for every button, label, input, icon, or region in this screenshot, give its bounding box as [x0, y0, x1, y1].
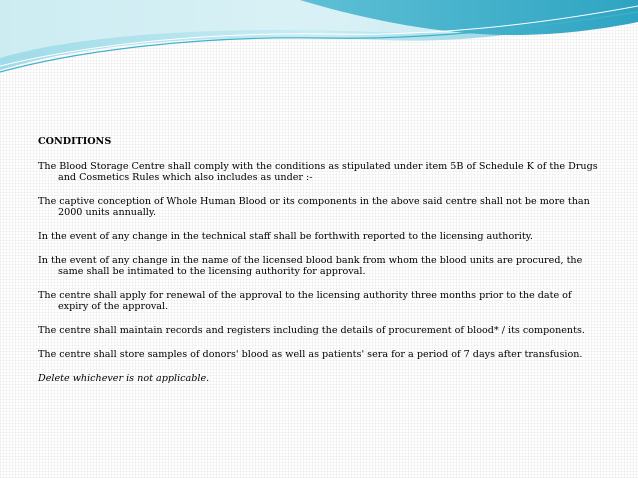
condition-paragraph-5: The centre shall apply for renewal of the approval to the licensing authority three months prior to the date of expiry of the approval. — [38, 290, 572, 312]
applicability-note: Delete whichever is not applicable. — [38, 373, 210, 384]
condition-paragraph-3: In the event of any change in the technical staff shall be forthwith reported to the licensing authority. — [38, 231, 533, 242]
conditions-heading: CONDITIONS — [38, 136, 112, 147]
condition-paragraph-7: The centre shall store samples of donors' blood as well as patients' sera for a period of 7 days after transfusion. — [38, 349, 583, 360]
condition-paragraph-1: The Blood Storage Centre shall comply with the conditions as stipulated under item 5B of Schedule K of the Drugs and Cosmetics Rules which also includes as under :- — [38, 161, 598, 183]
conditions-document — [38, 136, 600, 384]
header-wave-decoration — [0, 0, 638, 78]
condition-paragraph-2: The captive conception of Whole Human Blood or its components in the above said centre shall not be more than 2000 units annually. — [38, 196, 590, 218]
condition-paragraph-4: In the event of any change in the name of the licensed blood bank from whom the blood units are procured, the same shall be intimated to the licensing authority for approval. — [38, 255, 583, 277]
condition-paragraph-6: The centre shall maintain records and registers including the details of procurement of blood* / its components. — [38, 325, 585, 336]
